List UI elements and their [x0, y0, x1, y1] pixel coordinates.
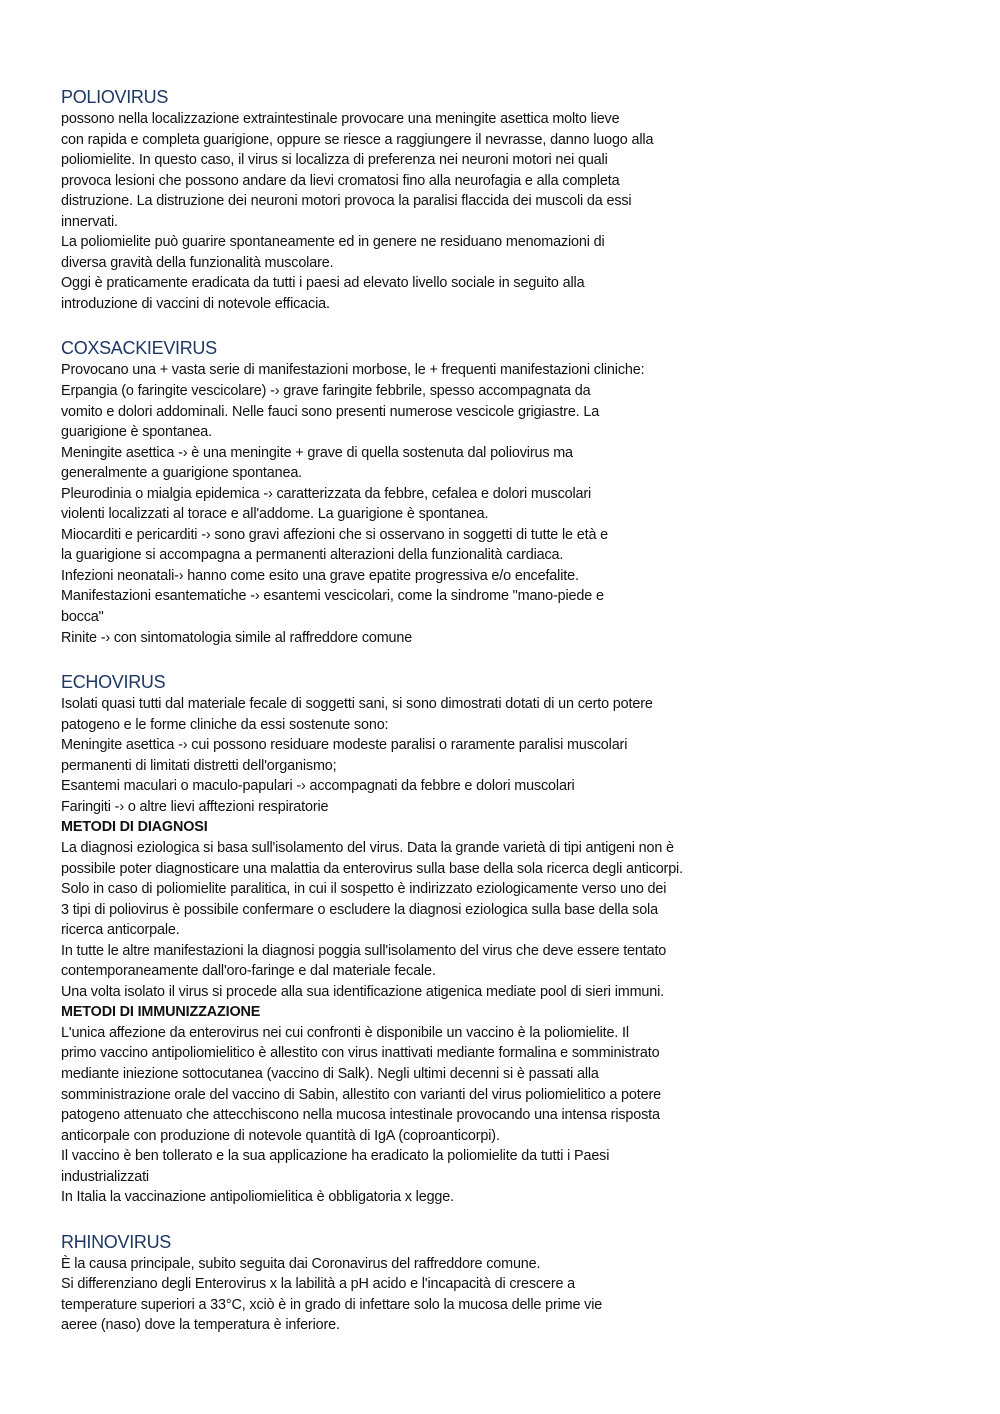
section-title: POLIOVIRUS	[61, 87, 169, 107]
text-line: In tutte le altre manifestazioni la diagnosi poggia sull'isolamento del virus che deve essere tentato	[61, 942, 667, 959]
text-line: Miocarditi e pericarditi -› sono gravi affezioni che si osservano in soggetti di tutte le età e	[61, 526, 609, 543]
text-line: Il vaccino è ben tollerato e la sua applicazione ha eradicato la poliomielite da tutti i Paesi	[61, 1148, 610, 1165]
subsection-heading: METODI DI DIAGNOSI	[61, 819, 208, 836]
text-line: permanenti di limitati distretti dell'organismo;	[61, 757, 337, 774]
text-line: Erpangia (o faringite vescicolare) -› grave faringite febbrile, spesso accompagnata da	[61, 383, 591, 400]
text-line: Esantemi maculari o maculo-papulari -› accompagnati da febbre e dolori muscolari	[61, 778, 575, 795]
text-line: Pleurodinia o mialgia epidemica -› caratterizzata da febbre, cefalea e dolori muscolari	[61, 485, 592, 502]
text-line: patogeno attenuato che attecchiscono nella mucosa intestinale provocando una intensa risposta	[61, 1107, 660, 1124]
subsection-heading: METODI DI IMMUNIZZAZIONE	[61, 1004, 261, 1021]
text-line: patogeno e le forme cliniche da essi sostenute sono:	[61, 716, 389, 733]
text-line: Una volta isolato il virus si procede alla sua identificazione atigenica mediate pool di sieri immuni.	[61, 983, 665, 1000]
text-line: Manifestazioni esantematiche -› esantemi vescicolari, come la sindrome "mano-piede e	[61, 588, 604, 605]
text-line: aeree (naso) dove la temperatura è inferiore.	[61, 1317, 340, 1334]
text-line: Meningite asettica -› è una meningite + grave di quella sostenuta dal poliovirus ma	[61, 444, 573, 461]
text-line: mediante iniezione sottocutanea (vaccino di Salk). Negli ultimi decenni si è passati alla	[61, 1065, 599, 1082]
text-line: vomito e dolori addominali. Nelle fauci sono presenti numerose vescicole grigiastre. La	[61, 403, 600, 420]
text-line: innervati.	[61, 213, 118, 230]
section-title: ECHOVIRUS	[61, 672, 166, 693]
text-line: possibile poter diagnosticare una malattia da enterovirus sulla base della sola ricerca degli anticorpi.	[61, 860, 683, 877]
text-line: guarigione è spontanea.	[61, 424, 212, 441]
text-line: generalmente a guarigione spontanea.	[61, 465, 303, 482]
text-line: distruzione. La distruzione dei neuroni motori provoca la paralisi flaccida dei muscoli da essi	[61, 193, 632, 210]
text-line: somministrazione orale del vaccino di Sabin, allestito con varianti del virus poliomielitico a potere	[61, 1086, 661, 1103]
text-line: provoca lesioni che possono andare da lievi cromatosi fino alla neurofagia e alla completa	[61, 172, 620, 189]
text-line: Isolati quasi tutti dal materiale fecale di soggetti sani, si sono dimostrati dotati di un certo potere	[61, 696, 653, 713]
section-title: COXSACKIEVIRUS	[61, 338, 217, 359]
text-line: ricerca anticorpale.	[61, 922, 180, 939]
text-line: Solo in caso di poliomielite paralitica, in cui il sospetto è indirizzato eziologicamente verso uno dei	[61, 881, 667, 898]
text-line: La diagnosi eziologica si basa sull'isolamento del virus. Data la grande varietà di tipi antigeni non è	[61, 839, 674, 856]
text-line: violenti localizzati al torace e all'addome. La guarigione è spontanea.	[61, 506, 489, 523]
text-line: diversa gravità della funzionalità muscolare.	[61, 254, 334, 271]
text-line: Faringiti -› o altre lievi afftezioni respiratorie	[61, 798, 329, 815]
text-line: industrializzati	[61, 1168, 149, 1185]
text-line: anticorpale con produzione di notevole quantità di IgA (coproanticorpi).	[61, 1127, 500, 1144]
text-line: possono nella localizzazione extraintestinale provocare una meningite asettica molto lieve	[61, 111, 620, 127]
text-line: Oggi è praticamente eradicata da tutti i paesi ad elevato livello sociale in seguito alla	[61, 275, 585, 292]
text-line: L'unica affezione da enterovirus nei cui confronti è disponibile un vaccino è la poliomielite. Il	[61, 1024, 629, 1041]
text-line: Rinite -› con sintomatologia simile al raffreddore comune	[61, 629, 413, 646]
text-line: la guarigione si accompagna a permanenti alterazioni della funzionalità cardiaca.	[61, 547, 564, 564]
text-line: temperature superiori a 33°C, xciò è in grado di infettare solo la mucosa delle prime vie	[61, 1296, 603, 1313]
section-rhinovirus	[61, 1231, 761, 1336]
document-page	[61, 86, 761, 1359]
text-line: Provocano una + vasta serie di manifestazioni morbose, le + frequenti manifestazioni cliniche:	[61, 362, 645, 379]
text-line: 3 tipi di poliovirus è possibile confermare o escludere la diagnosi eziologica sulla base della sola	[61, 901, 658, 918]
text-line: contemporaneamente dall'oro-faringe e dal materiale fecale.	[61, 963, 436, 980]
text-line: introduzione di vaccini di notevole efficacia.	[61, 295, 330, 312]
text-line: primo vaccino antipoliomielitico è allestito con virus inattivati mediante formalina e somministrato	[61, 1045, 660, 1062]
text-line: Infezioni neonatali-› hanno come esito una grave epatite progressiva e/o encefalite.	[61, 567, 579, 584]
text-line: bocca"	[61, 609, 104, 626]
text-line: poliomielite. In questo caso, il virus si localizza di preferenza nei neuroni motori nei quali	[61, 152, 608, 169]
text-line: con rapida e completa guarigione, oppure se riesce a raggiungere il nevrasse, danno luogo alla	[61, 131, 654, 148]
text-line: La poliomielite può guarire spontaneamente ed in genere ne residuano menomazioni di	[61, 234, 605, 251]
text-line: È la causa principale, subito seguita dai Coronavirus del raffreddore comune.	[61, 1255, 541, 1272]
section-poliovirus	[61, 86, 761, 314]
section-title: RHINOVIRUS	[61, 1231, 172, 1252]
text-line: Si differenziano degli Enterovirus x la labilità a pH acido e l'incapacità di crescere a	[61, 1276, 576, 1293]
section-coxsackievirus	[61, 337, 761, 648]
text-line: In Italia la vaccinazione antipoliomielitica è obbligatoria x legge.	[61, 1189, 454, 1206]
section-echovirus	[61, 671, 761, 1208]
text-line: Meningite asettica -› cui possono residuare modeste paralisi o raramente paralisi muscolari	[61, 737, 628, 754]
